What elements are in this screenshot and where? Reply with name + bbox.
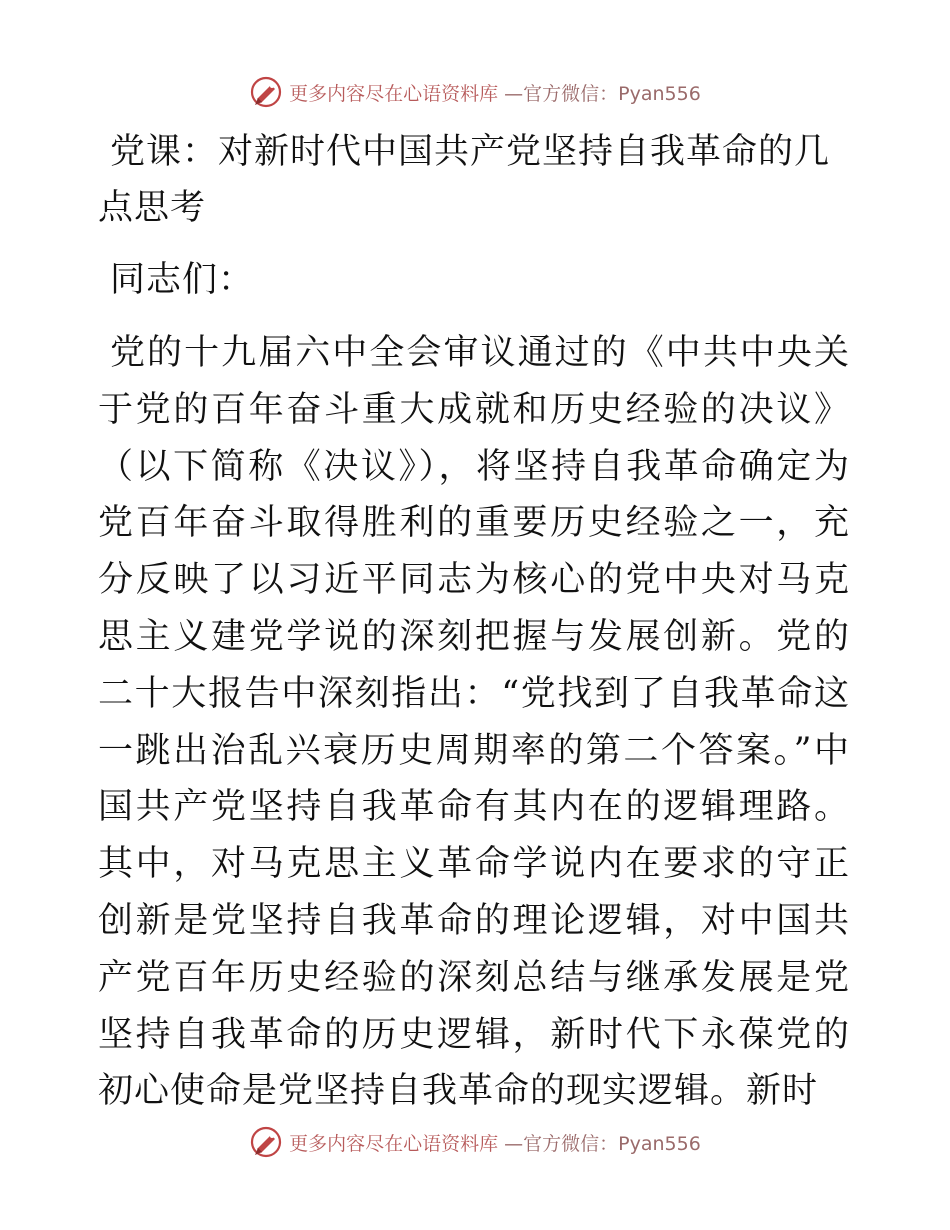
watermark-footer [0, 1122, 950, 1162]
watermark-official-text: —官方微信：Pyan556 [504, 1132, 701, 1155]
paragraph-1: 党的十九届六中全会审议通过的《中共中央关于党的百年奋斗重大成就和历史经验的决议》（以下简称《决议》），将坚持自我革命确定为党百年奋斗取得胜利的重要历史经验之一，充分反映了以习近平同志为核心的党中央对马克思主义建党学说的深刻把握与发展创新。党的二十大报告中深刻指出：“党找到了自我革命这一跳出治乱兴衰历史周期率的第二个答案。”中国共产党坚持自我革命有其内在的逻辑理路。其中，对马克思主义革命学说内在要求的守正创新是党坚持自我革命的理论逻辑，对中国共产党百年历史经验的深刻总结与继承发展是党坚持自我革命的历史逻辑，新时代下永葆党的初心使命是党坚持自我革命的现实逻辑。新时 [98, 333, 850, 1112]
pen-logo-icon [249, 75, 283, 109]
watermark-main-text: 更多内容尽在心语资料库 [289, 82, 499, 105]
pen-logo-icon [249, 1125, 283, 1159]
document-title: 党课：对新时代中国共产党坚持自我革命的几点思考 [98, 132, 831, 228]
greeting: 同志们： [110, 260, 255, 300]
watermark-official-text: —官方微信：Pyan556 [504, 82, 701, 105]
watermark-main-text: 更多内容尽在心语资料库 [289, 1132, 499, 1155]
body-paragraph [98, 325, 850, 1120]
watermark-header [0, 72, 950, 112]
